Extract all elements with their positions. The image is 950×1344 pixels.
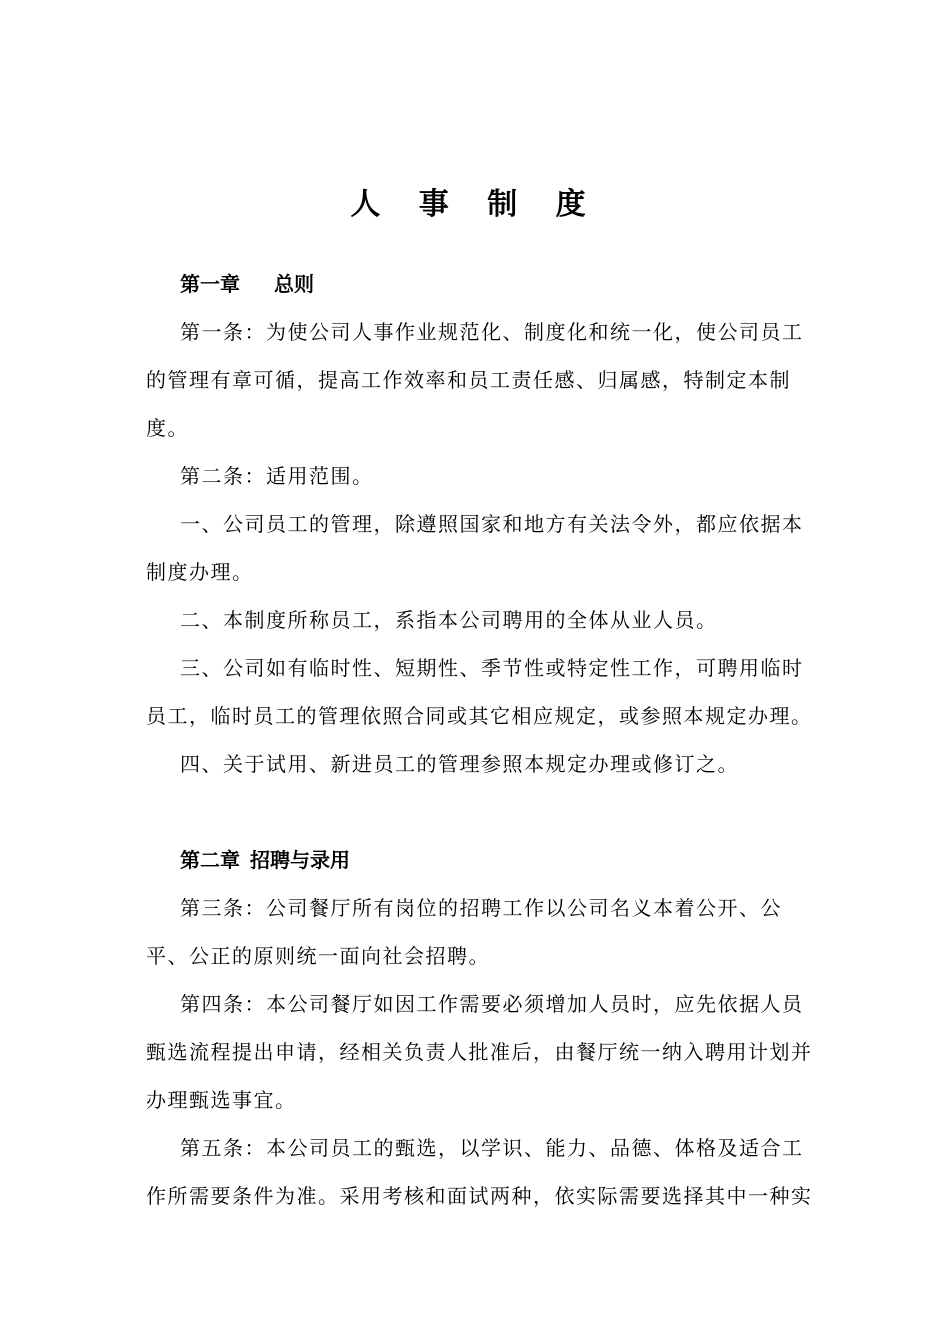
paragraph: 第二条：适用范围。 xyxy=(180,464,374,488)
document-title: 人 事 制 度 xyxy=(350,187,600,222)
chapter-number: 第一章 xyxy=(180,272,240,296)
chapter-number: 第二章 xyxy=(180,848,240,872)
chapter-heading xyxy=(180,846,350,874)
chapter-heading xyxy=(180,270,314,298)
paragraph: 第一条：为使公司人事作业规范化、制度化和统一化，使公司员工的管理有章可循，提高工作效率和员工责任感、归属感，特制定本制度。 xyxy=(146,320,804,440)
chapter-name: 总则 xyxy=(274,272,314,296)
paragraph: 二、本制度所称员工，系指本公司聘用的全体从业人员。 xyxy=(180,608,718,632)
paragraph: 四、关于试用、新进员工的管理参照本规定办理或修订之。 xyxy=(180,752,739,776)
chapter-name: 招聘与录用 xyxy=(250,848,350,872)
paragraph: 第五条：本公司员工的甄选，以学识、能力、品德、体格及适合工作所需要条件为准。采用考核和面试两种，依实际需要选择其中一种实 xyxy=(146,1136,813,1208)
paragraph: 第四条：本公司餐厅如因工作需要必须增加人员时，应先依据人员甄选流程提出申请，经相关负责人批准后，由餐厅统一纳入聘用计划并办理甄选事宜。 xyxy=(146,992,813,1112)
paragraph: 一、公司员工的管理，除遵照国家和地方有关法令外，都应依据本制度办理。 xyxy=(146,512,804,584)
paragraph: 第三条：公司餐厅所有岗位的招聘工作以公司名义本着公开、公平、公正的原则统一面向社会招聘。 xyxy=(146,896,782,968)
paragraph: 三、公司如有临时性、短期性、季节性或特定性工作，可聘用临时员工，临时员工的管理依照合同或其它相应规定，或参照本规定办理。 xyxy=(146,656,813,728)
